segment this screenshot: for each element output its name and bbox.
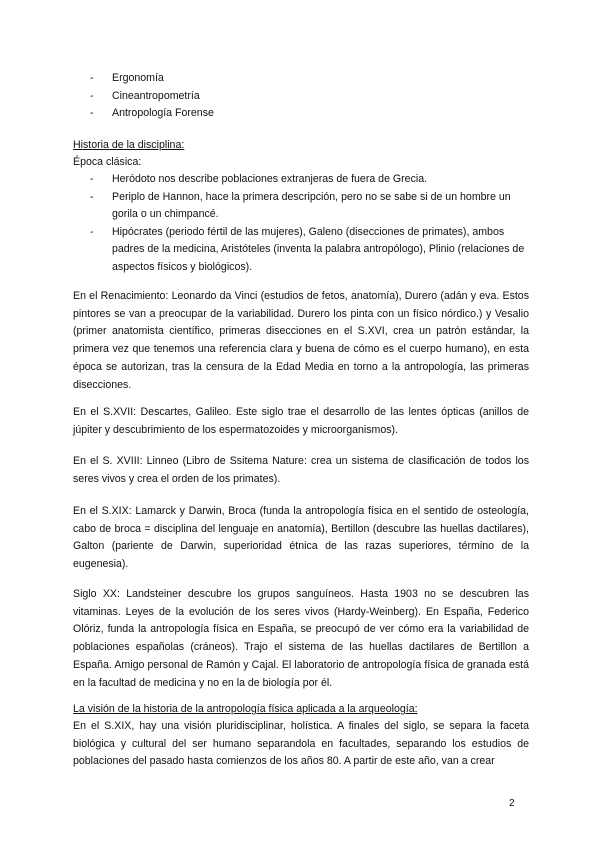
list-item: - Periplo de Hannon, hace la primera descripción, pero no se sabe si de un hombre un gorila o un chimpancé.: [86, 189, 531, 224]
list-item: - Hipócrates (periodo fértil de las mujeres), Galeno (disecciones de primates), ambos padres de la medicina, Aristóteles (inventa la palabra antropólogo), Plinio (relaciones de aspectos físicos y biológicos).: [86, 224, 531, 277]
page-number: 2: [509, 798, 515, 809]
paragraph-renaissance: En el Renacimiento: Leonardo da Vinci (estudios de fetos, anatomía), Durero (adán y eva. Estos pintores se van a preocupar de la variabilidad. Durero los pinta con un físico nórdico.) y Vesalio (primer anatomista científico, primeras disecciones en el S.XVI, crea un patrón estándar, la primera vez que tenemos una referencia clara y buena de cómo es el cuerpo humano), en esta época se autorizan, tras la censura de la Edad Media en torno a la antropología, las primeras disecciones.: [73, 290, 529, 391]
classical-era-list: [86, 171, 531, 276]
paragraph-xviii: En el S. XVIII: Linneo (Libro de Ssitema Nature: crea un sistema de clasificación de todos los seres vivos y crea el orden de los primates).: [73, 455, 529, 485]
list-item: - Ergonomía: [86, 70, 531, 88]
paragraph-xvii: En el S.XVII: Descartes, Galileo. Este siglo trae el desarrollo de las lentes ópticas (anillos de júpiter y descubrimiento de los espermatozoides y microorganismos).: [73, 406, 529, 436]
paragraph-xx: Siglo XX: Landsteiner descubre los grupos sanguíneos. Hasta 1903 no se descubren las vitaminas. Leyes de la evolución de los seres vivos (Hardy-Weinberg). En España, Federico Olóriz, funda la antropología física en España, se preocupó de ver cómo era la variabilidad de poblaciones españolas (cráneos). Trajo el sistema de las huellas dactilares de Bertillon a España. Amigo personal de Ramón y Cajal. El laboratorio de antropología física de granada está en la facultad de medicina y no en la de biología por él.: [73, 588, 529, 689]
list-item: - Heródoto nos describe poblaciones extranjeras de fuera de Grecia.: [86, 171, 531, 189]
list-item: - Antropología Forense: [86, 105, 531, 123]
section-heading-archaeology: La visión de la historia de la antropología física aplicada a la arqueología:: [73, 703, 418, 715]
discipline-list: [86, 70, 531, 123]
paragraph-xix: En el S.XIX: Lamarck y Darwin, Broca (funda la antropología física en el sentido de osteología, cabo de broca = disciplina del lenguaje en anatomía), Bertillon (descubre las huellas dactilares), Galton (pariente de Darwin, superioridad étnica de las razas superiores, término de la eugenesia).: [73, 505, 529, 571]
subheading-classical-era: Época clásica:: [73, 156, 142, 168]
paragraph-archaeology: En el S.XIX, hay una visión pluridisciplinar, holística. A finales del siglo, se separa la faceta biológica y cultural del ser humano separandola en facultades, separando los estudios de poblaciones del pasado hasta comienzos de los años 80. A partir de este año, van a crear: [73, 720, 529, 768]
section-heading-history: Historia de la disciplina:: [73, 139, 185, 151]
list-item: - Cineantropometría: [86, 88, 531, 106]
